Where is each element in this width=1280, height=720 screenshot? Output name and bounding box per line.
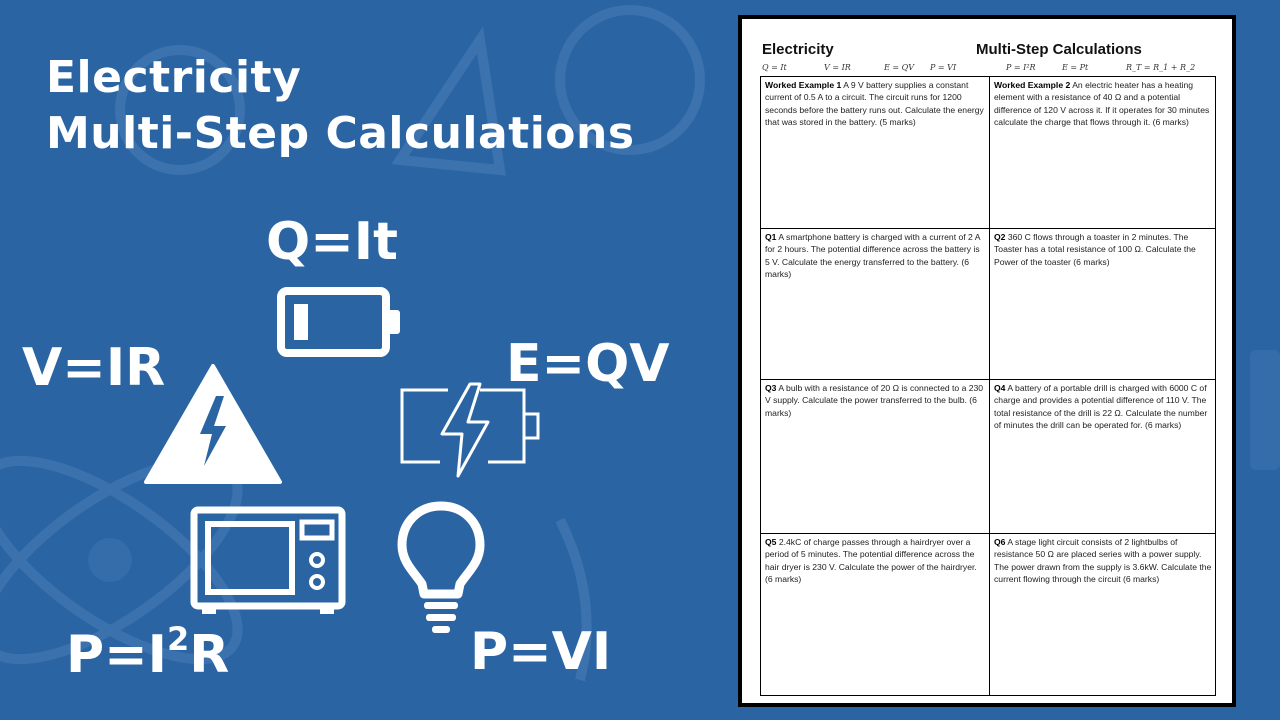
cell-label: Q1 <box>765 232 777 242</box>
cell-label: Q6 <box>994 537 1006 547</box>
question-5 <box>761 534 989 588</box>
cell-text: A bulb with a resistance of 20 Ω is connected to a 230 V supply. Calculate the power transferred to the bulb. (6 marks) <box>765 383 984 418</box>
question-3 <box>761 380 989 421</box>
worked-example-2 <box>990 77 1216 131</box>
equation: P = VI <box>930 63 957 72</box>
formula-power-resistance-tail: R <box>189 625 230 685</box>
question-1 <box>761 229 989 283</box>
worksheet-subtitle: Multi-Step Calculations <box>976 41 1142 58</box>
cell-label: Q3 <box>765 383 777 393</box>
equation: V = IR <box>824 63 851 72</box>
page-title <box>46 50 635 162</box>
cell-label: Q5 <box>765 537 777 547</box>
title-line-1: Electricity <box>46 52 302 103</box>
cell-text: A battery of a portable drill is charged with 6000 C of charge and provides a potential difference of 110 V. The total resistance of the drill is 22 Ω. Calculate the number of minutes the drill can be operated for. (6 marks) <box>994 383 1208 431</box>
battery-icon <box>276 286 406 358</box>
cell-label: Q2 <box>994 232 1006 242</box>
cell-text: An electric heater has a heating element with a resistance of 40 Ω and a potential difference of 120 V across it. If it operates for 30 minutes calculate the charge that flows through it. (6 marks) <box>994 80 1210 128</box>
question-2 <box>990 229 1216 270</box>
formula-power-resistance-base: P=I <box>66 625 168 685</box>
title-line-2: Multi-Step Calculations <box>46 108 635 159</box>
worksheet-title: Electricity <box>762 41 834 58</box>
lightbulb-icon <box>396 500 486 636</box>
cell-text: A stage light circuit consists of 2 lightbulbs of resistance 50 Ω are placed series with a power supply. The power drawn from the supply is 3.6kW. Calculate the current flowing through the circuit (6 marks) <box>994 537 1212 585</box>
microwave-icon <box>190 506 346 616</box>
formula-charge: Q=It <box>266 212 398 272</box>
equation-row <box>762 63 1222 77</box>
cell-text: A smartphone battery is charged with a current of 2 A for 2 hours. The potential difference across the battery is 5 V. Calculate the energy transferred to the battery. (6 marks) <box>765 232 980 280</box>
cell-text: A 9 V battery supplies a constant current of 0.5 A to a circuit. The circuit runs for 1200 seconds before the battery runs out. Calculate the energy that was stored in the battery. (5 marks) <box>765 80 984 128</box>
equation: E = QV <box>884 63 914 72</box>
high-voltage-warning-icon <box>142 362 284 486</box>
equation: Q = It <box>762 63 787 72</box>
cell-text: 360 C flows through a toaster in 2 minutes. The Toaster has a total resistance of 100 Ω. Calculate the Power of the toaster (6 marks) <box>994 232 1196 267</box>
formula-power-resistance-exponent: 2 <box>167 620 190 658</box>
cell-label: Q4 <box>994 383 1006 393</box>
question-6 <box>990 534 1216 588</box>
formula-energy: E=QV <box>506 334 670 394</box>
cell-text: 2.4kC of charge passes through a hairdryer over a period of 5 minutes. The potential difference across the hair dryer is 230 V. Calculate the power of the hairdryer. (6 marks) <box>765 537 977 585</box>
formula-voltage: V=IR <box>22 338 166 398</box>
question-grid <box>760 76 1216 696</box>
worked-example-1 <box>761 77 989 131</box>
cell-label: Worked Example 2 <box>994 80 1071 90</box>
question-4 <box>990 380 1216 434</box>
cell-label: Worked Example 1 <box>765 80 842 90</box>
equation: P = I²R <box>1006 63 1036 72</box>
equation: R_T = R_1 + R_2 <box>1126 63 1196 72</box>
equation: E = Pt <box>1062 63 1089 72</box>
formula-power-resistance <box>66 620 230 685</box>
charging-battery-icon <box>396 382 542 478</box>
worksheet-preview <box>738 15 1236 707</box>
formula-power-voltage: P=VI <box>470 622 612 682</box>
